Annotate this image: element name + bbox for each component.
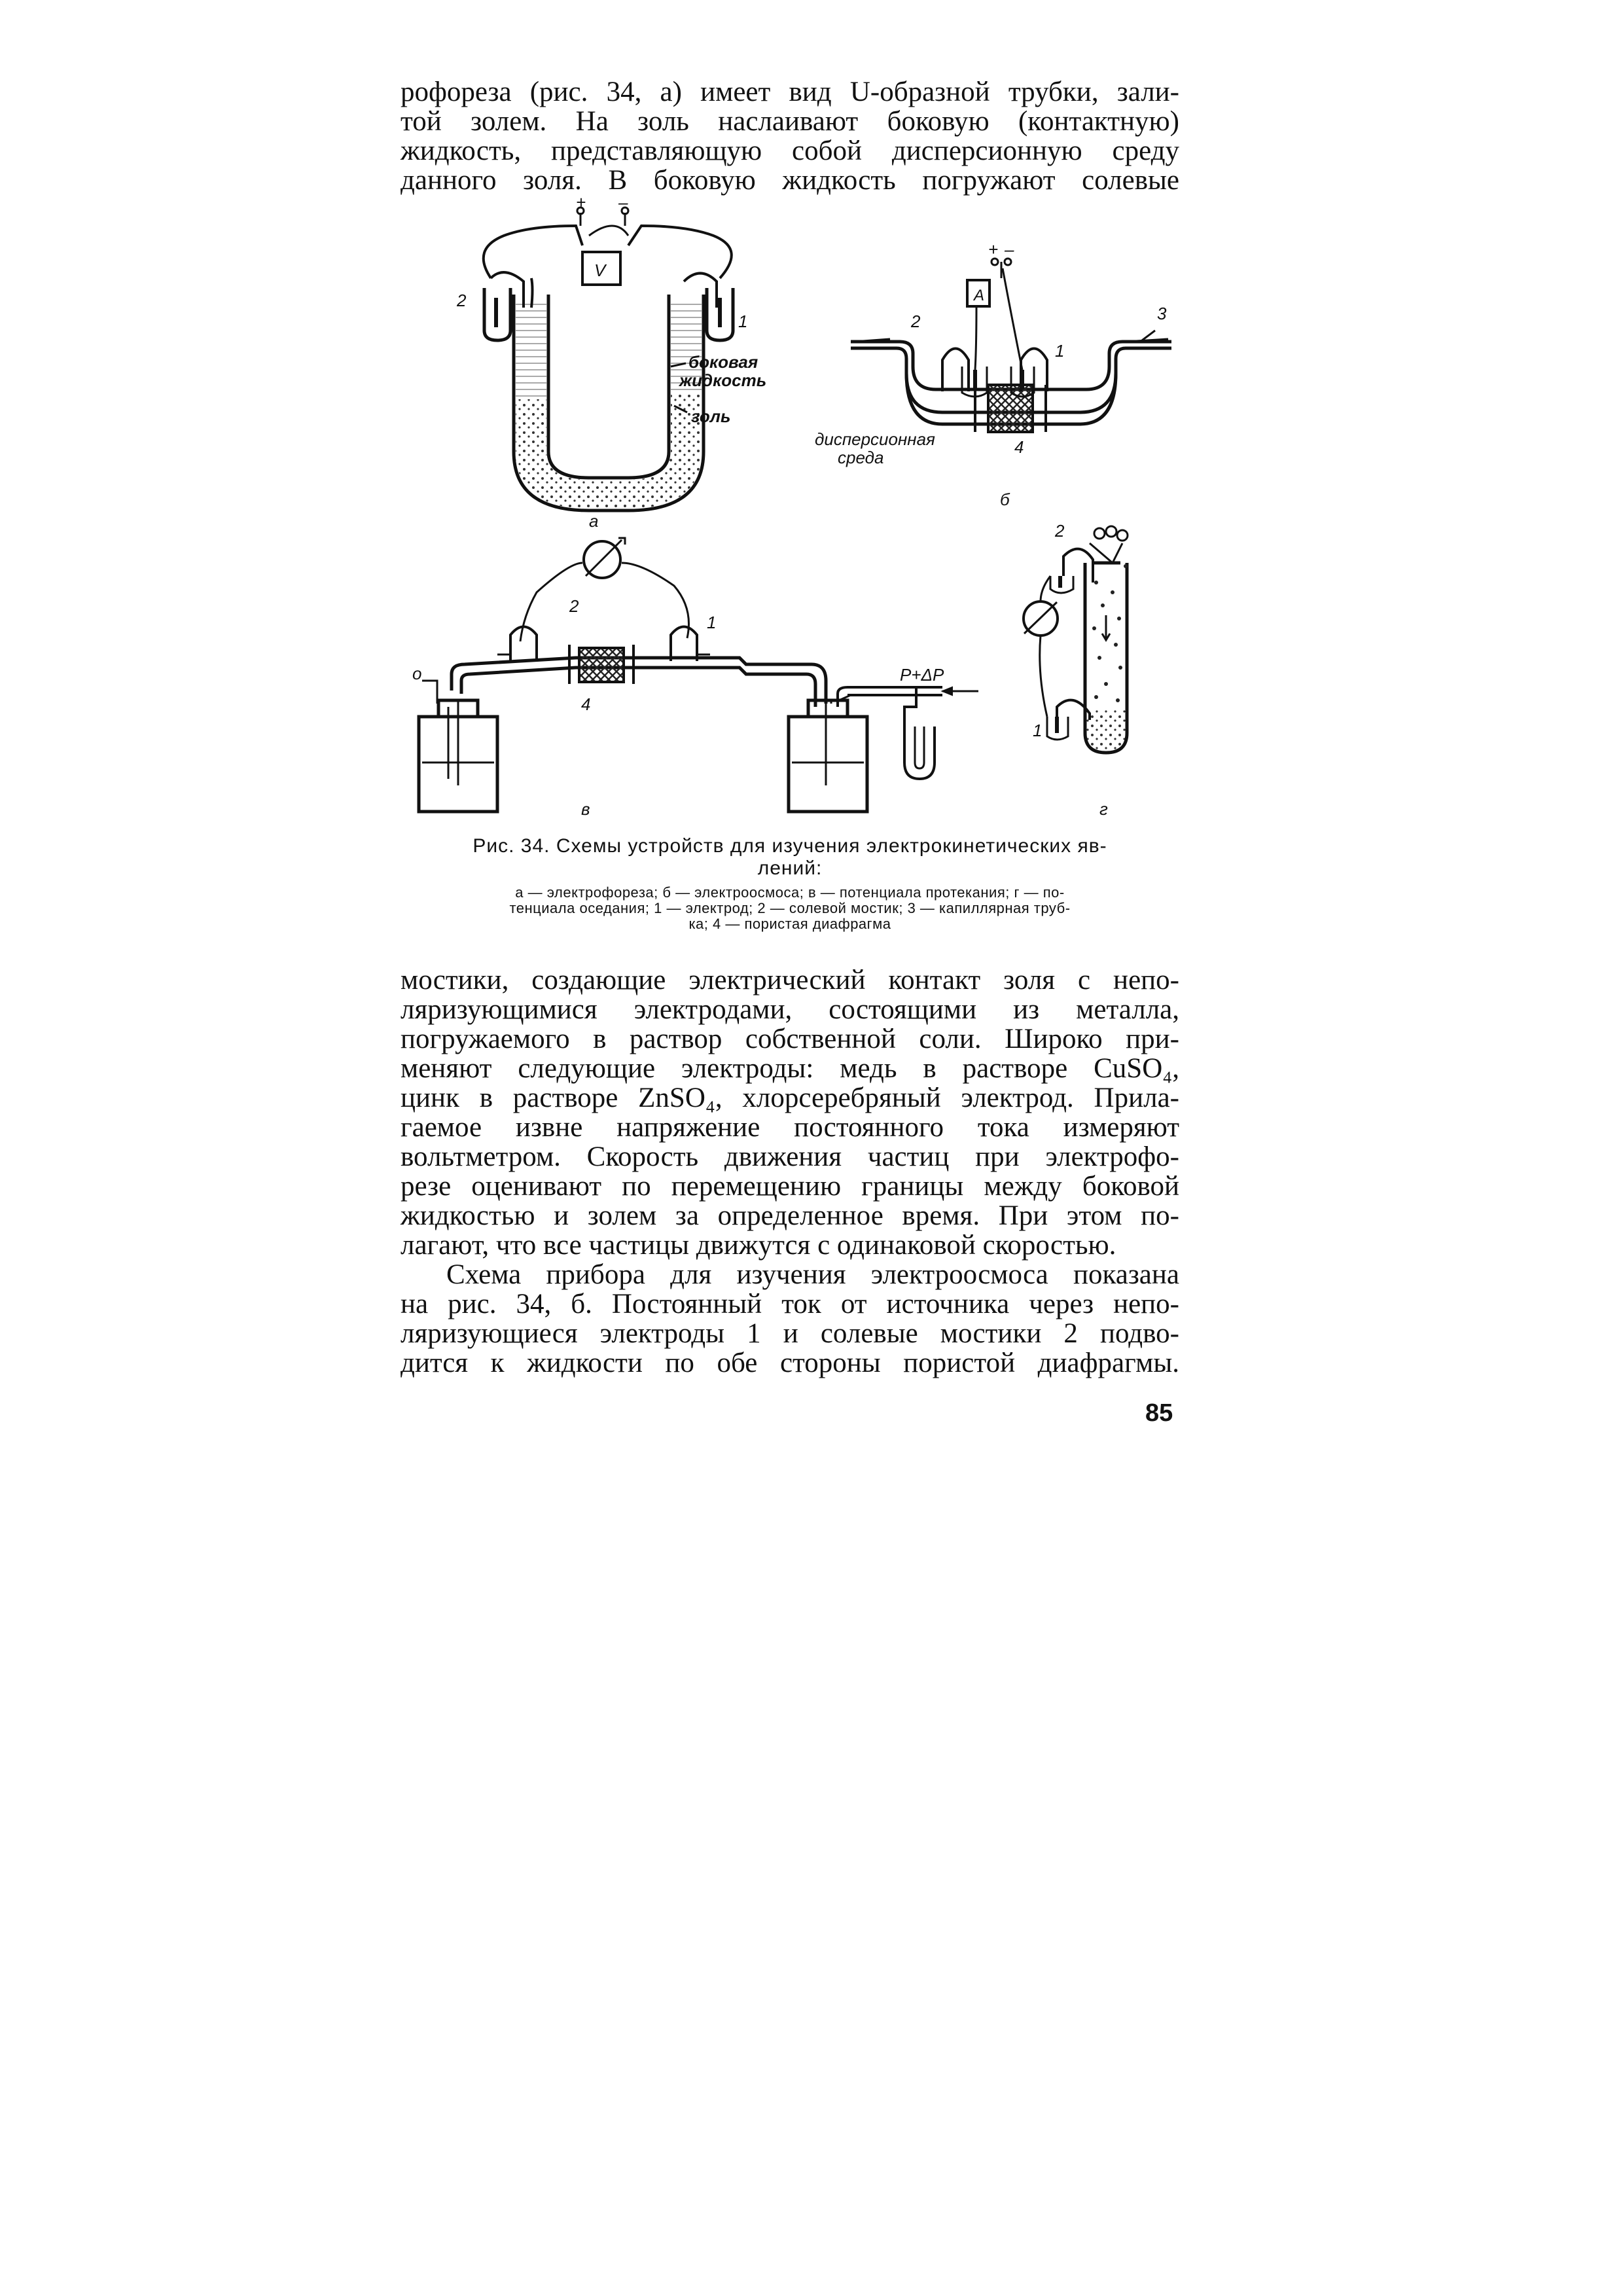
text-line: лагают, что все частицы движутся с одинаковой скоростью. [401,1230,1116,1261]
sol-label: золь [691,406,731,426]
panel-b-label-3: 3 [1157,304,1167,323]
text-line: той золем. На золь наслаивают боковую (контактную) [401,106,1179,137]
panel-a-label-1: 1 [738,312,748,331]
bottom-paragraph [401,965,1179,1378]
panel-a-plus: + [576,192,586,212]
text-line: мостики, создающие электрический контакт золя с непо- [401,965,1179,996]
panel-b-electroosmosis [851,259,1171,432]
text-line: вольтметром. Скорость движения частиц при электрофо- [401,1141,1179,1172]
legend-line: а — электрофореза; б — электроосмоса; в — потенциала протекания; г — по- [515,884,1065,901]
panel-b-label-4: 4 [1014,437,1024,457]
panel-v-label-o: о [412,664,422,683]
text-line: жидкостью и золем за определенное время. При этом по- [401,1200,1179,1231]
panel-g-letter: г [1099,799,1108,819]
panel-v-label-4: 4 [581,694,591,714]
panel-a-letter: а [589,511,599,531]
panel-g-label-2: 2 [1055,521,1065,541]
text-line: гаемое извне напряжение постоянного тока измеряют [401,1112,1179,1143]
figure-caption-title [401,835,1179,880]
text-line: резе оценивают по перемещению границы между боковой [401,1171,1179,1202]
text-line: меняют следующие электроды: медь в растворе CuSO₄, [401,1053,1179,1084]
panel-v-streaming [419,538,978,812]
medium-label-1: дисперсионная [815,429,935,449]
text-line: рофореза (рис. 34, а) имеет вид U-образной трубки, зали- [401,77,1179,107]
legend-line: ка; 4 — пористая диафрагма [688,916,891,932]
panel-b-letter: б [1000,490,1010,509]
page-number: 85 [1145,1399,1173,1427]
panel-b-label-1: 1 [1055,341,1065,361]
panel-v-label-2: 2 [569,596,579,616]
panel-v-label-1: 1 [707,613,717,632]
ammeter-label: A [974,287,985,304]
panel-a-minus: – [618,192,628,212]
text-line: жидкость, представляющую собой дисперсионную среду [401,135,1179,166]
panel-b-minus: – [1005,240,1014,259]
text-line: данного золя. В боковую жидкость погружают солевые [401,165,1179,196]
text-line: цинк в растворе ZnSO₄, хлорсеребряный электрод. Прила- [401,1083,1179,1113]
panel-g-sedimentation [1024,526,1128,753]
text-line: дится к жидкости по обе стороны пористой диафрагмы. [401,1348,1179,1378]
side-liquid-label-1: боковая [688,352,758,372]
panel-v-letter: в [581,799,590,819]
panel-g-label-1: 1 [1033,721,1043,740]
panel-g-dots [1092,564,1128,702]
legend-line: тенциала оседания; 1 — электрод; 2 — солевой мостик; 3 — капиллярная труб- [509,900,1071,916]
text-line: ляризующиеся электроды 1 и солевые мостики 2 подво- [401,1318,1179,1349]
figure-caption-legend [401,885,1179,932]
panel-b-label-2: 2 [911,312,921,331]
text-line: погружаемого в раствор собственной соли. Широко при- [401,1024,1179,1054]
panel-b-plus: + [988,240,999,259]
panel-g-labels [1033,521,1108,819]
caption-line: лений: [757,857,823,879]
text-line: ляризующимися электродами, состоящими из металла, [401,994,1179,1025]
caption-line: Рис. 34. Схемы устройств для изучения электрокинетических яв- [473,835,1107,857]
voltmeter-label: V [594,260,606,280]
text-line: на рис. 34, б. Постоянный ток от источника через непо- [401,1289,1179,1319]
text-line: Схема прибора для изучения электроосмоса показана [446,1259,1179,1290]
panel-a-label-2: 2 [457,291,467,310]
pressure-label: P+ΔP [900,665,944,685]
medium-label-2: среда [838,448,884,467]
side-liquid-label-2: жидкость [679,370,767,390]
